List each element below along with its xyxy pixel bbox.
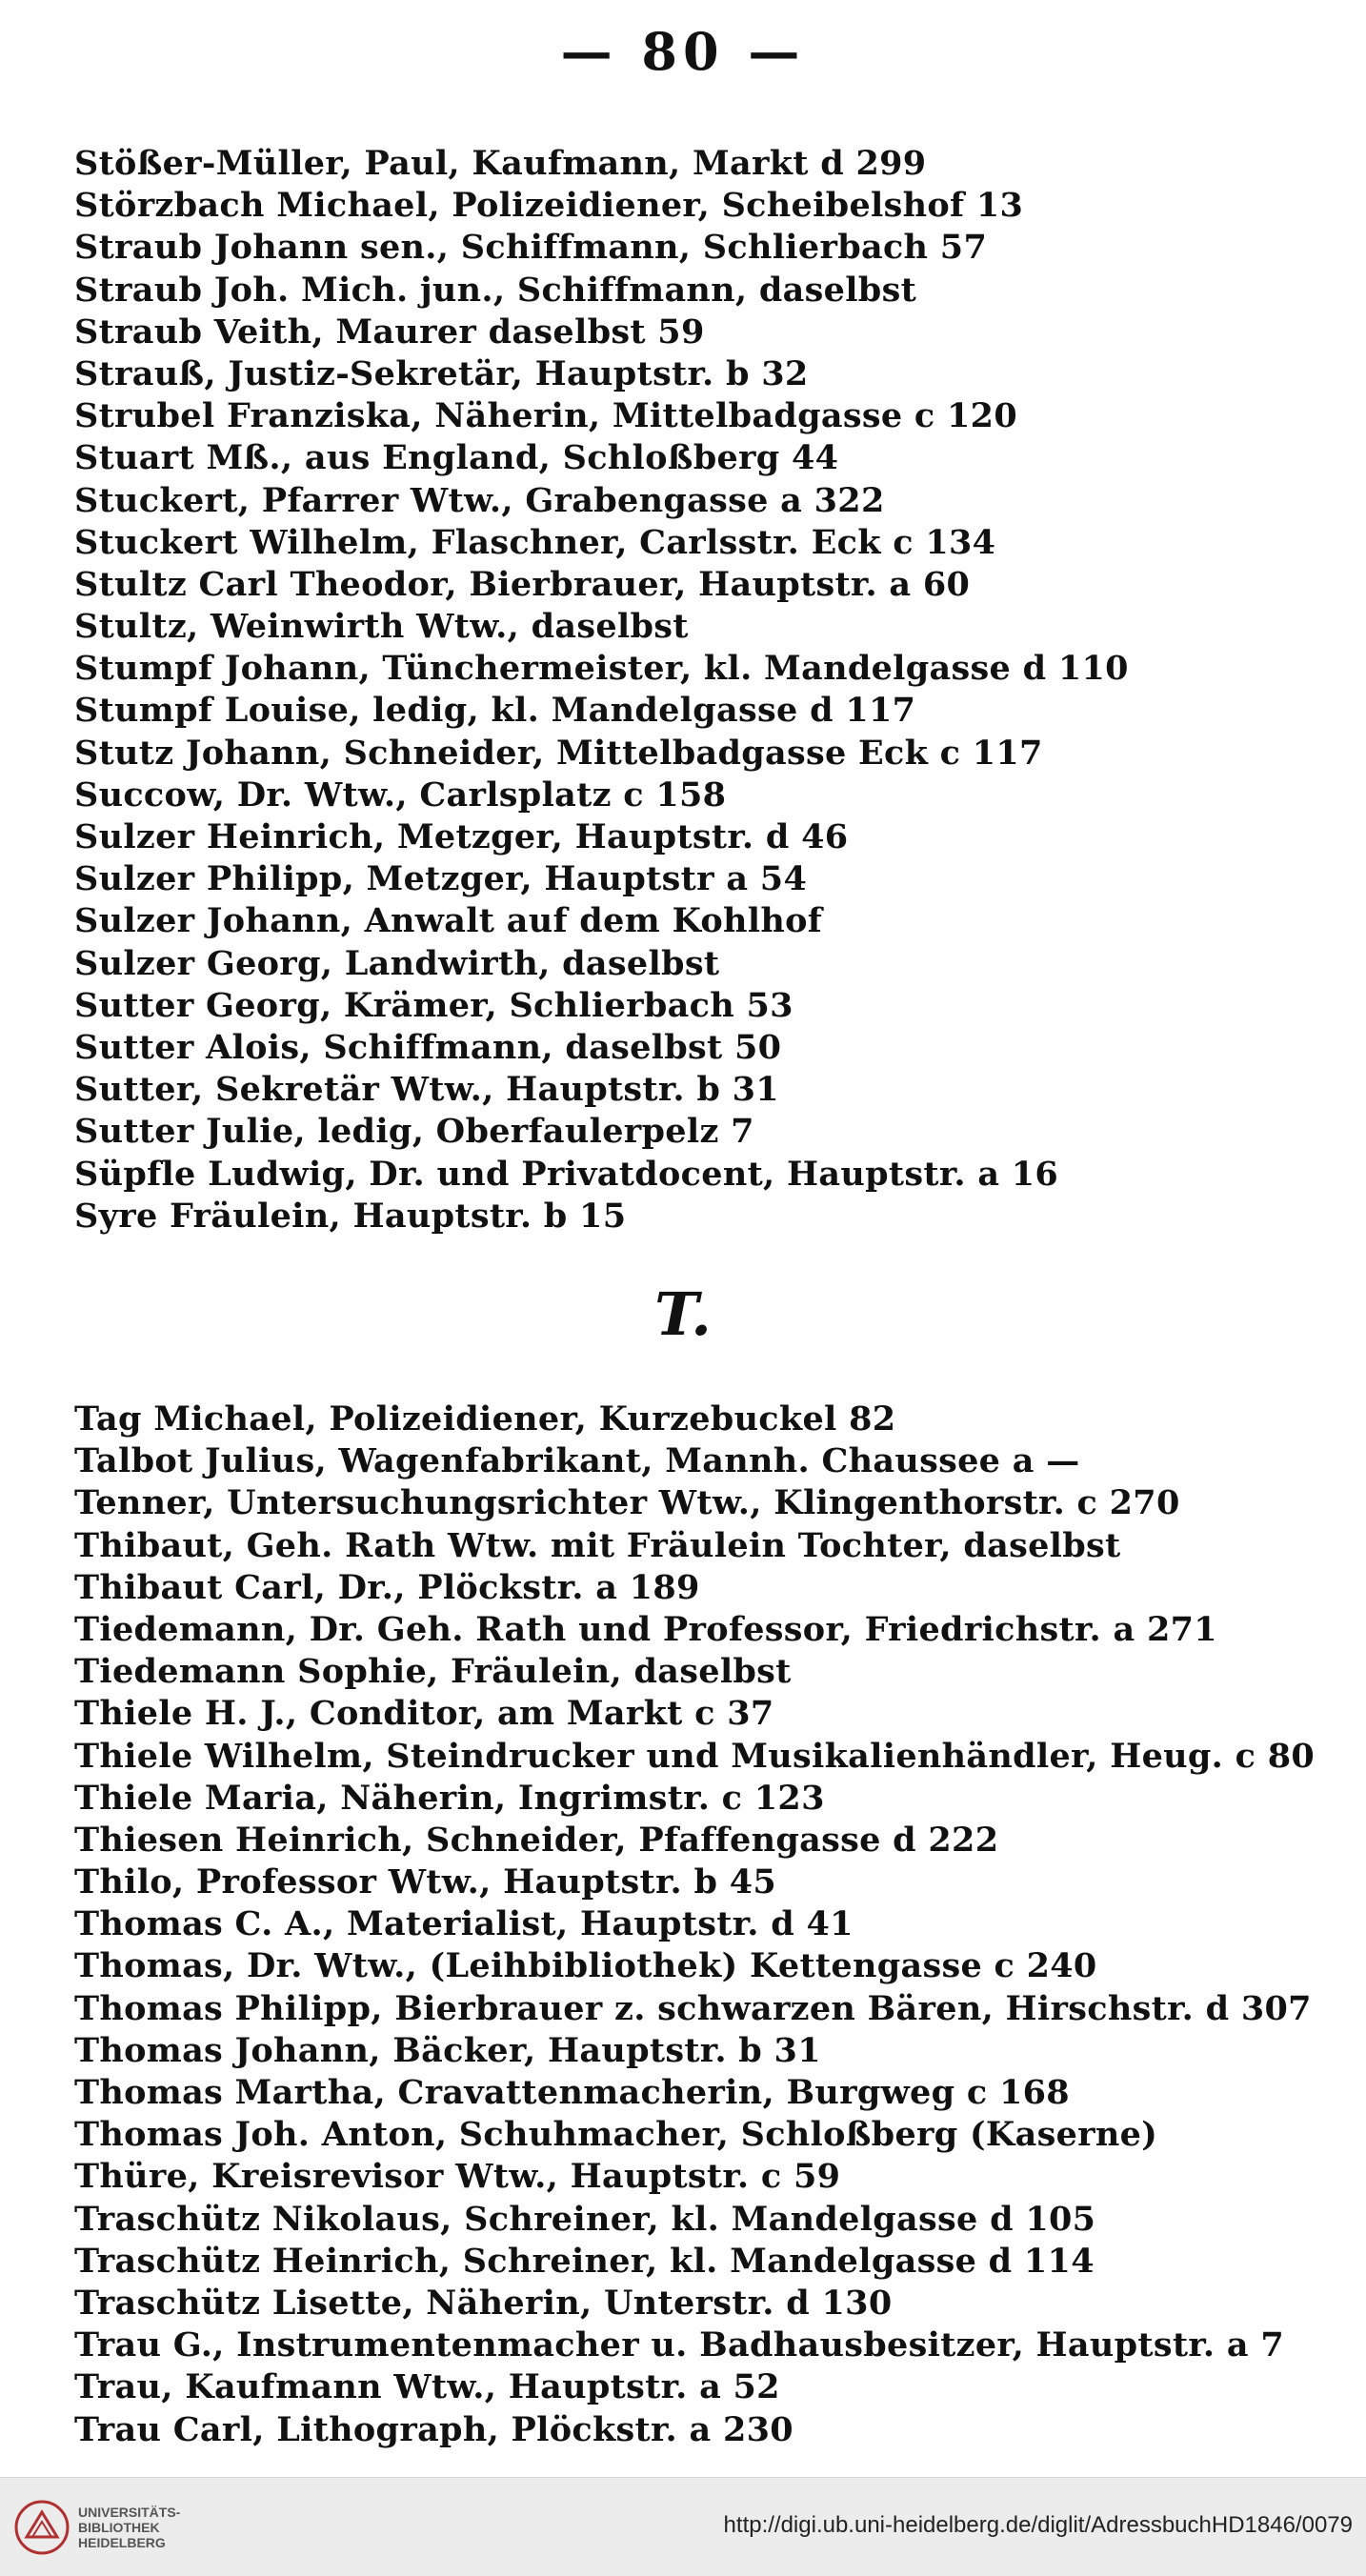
directory-entry: Störzbach Michael, Polizeidiener, Scheibelshof 13 [74,186,1024,226]
directory-entry: Stuckert, Pfarrer Wtw., Grabengasse a 322 [74,480,885,520]
directory-entry: Stößer-Müller, Paul, Kaufmann, Markt d 299 [74,144,927,183]
directory-entry: Stumpf Louise, ledig, kl. Mandelgasse d 117 [74,691,916,731]
directory-entry: Strauß, Justiz-Sekretär, Hauptstr. b 32 [74,353,809,393]
directory-entry: Strubel Franziska, Näherin, Mittelbadgasse c 120 [74,396,1017,436]
logo-line-3: HEIDELBERG [78,2535,166,2550]
directory-entry: Sulzer Georg, Landwirth, daselbst [74,943,720,983]
directory-entry: Syre Fräulein, Hauptstr. b 15 [74,1196,627,1236]
directory-entry: Sutter, Sekretär Wtw., Hauptstr. b 31 [74,1070,779,1110]
directory-list-t [74,1399,1316,2451]
directory-entry: Straub Veith, Maurer daselbst 59 [74,312,705,352]
directory-entry: Traschütz Lisette, Näherin, Unterstr. d 130 [74,2283,893,2323]
directory-entry: Thomas, Dr. Wtw., (Leihbibliothek) Kettengasse c 240 [74,1946,1097,1986]
directory-entry: Thomas C. A., Materialist, Hauptstr. d 41 [74,1904,854,1944]
university-seal-icon [13,2499,70,2556]
directory-entry: Straub Joh. Mich. jun., Schiffmann, daselbst [74,270,917,310]
directory-entry: Traschütz Nikolaus, Schreiner, kl. Mandelgasse d 105 [74,2199,1096,2239]
directory-entry: Sutter Julie, ledig, Oberfaulerpelz 7 [74,1112,754,1152]
directory-entry: Thibaut, Geh. Rath Wtw. mit Fräulein Tochter, daselbst [74,1525,1121,1565]
logo-line-1: UNIVERSITÄTS- [78,2505,181,2520]
directory-entry: Stutz Johann, Schneider, Mittelbadgasse Eck c 117 [74,733,1043,773]
footer-bar [0,2477,1366,2576]
directory-entry: Stuckert Wilhelm, Flaschner, Carlsstr. Eck c 134 [74,522,996,562]
section-heading-t: T. [654,1279,712,1349]
directory-entry: Süpfle Ludwig, Dr. und Privatdocent, Hauptstr. a 16 [74,1154,1059,1194]
directory-entry: Stultz Carl Theodor, Bierbrauer, Hauptstr. a 60 [74,564,971,604]
directory-entry: Thomas Joh. Anton, Schuhmacher, Schloßberg (Kaserne) [74,2115,1158,2155]
logo-line-2: BIBLIOTHEK [78,2520,160,2535]
source-url[interactable]: http://digi.ub.uni-heidelberg.de/diglit/AdressbuchHD1846/0079 [723,2512,1353,2538]
directory-entry: Sulzer Philipp, Metzger, Hauptstr a 54 [74,859,808,899]
directory-entry: Stumpf Johann, Tünchermeister, kl. Mandelgasse d 110 [74,649,1129,689]
directory-entry: Stuart Mß., aus England, Schloßberg 44 [74,438,839,478]
directory-entry: Thiele H. J., Conditor, am Markt c 37 [74,1694,774,1734]
directory-entry: Thiele Wilhelm, Steindrucker und Musikalienhändler, Heug. c 80 [74,1736,1316,1776]
directory-entry: Sutter Alois, Schiffmann, daselbst 50 [74,1027,782,1067]
directory-entry: Thilo, Professor Wtw., Hauptstr. b 45 [74,1862,777,1902]
directory-entry: Thüre, Kreisrevisor Wtw., Hauptstr. c 59 [74,2157,841,2197]
library-logo-text [78,2505,180,2550]
directory-entry: Thomas Johann, Bäcker, Hauptstr. b 31 [74,2030,821,2070]
directory-entry: Trau Carl, Lithograph, Plöckstr. a 230 [74,2409,793,2449]
directory-entry: Straub Johann sen., Schiffmann, Schlierbach 57 [74,228,988,268]
directory-entry: Tag Michael, Polizeidiener, Kurzebuckel 82 [74,1399,896,1439]
directory-entry: Thomas Philipp, Bierbrauer z. schwarzen Bären, Hirschstr. d 307 [74,1988,1312,2028]
directory-entry: Trau, Kaufmann Wtw., Hauptstr. a 52 [74,2367,780,2407]
page-number: — 80 — [560,21,806,82]
directory-entry: Thiele Maria, Näherin, Ingrimstr. c 123 [74,1778,825,1818]
directory-entry: Sutter Georg, Krämer, Schlierbach 53 [74,985,793,1025]
directory-entry: Stultz, Weinwirth Wtw., daselbst [74,607,689,647]
directory-entry: Trau G., Instrumentenmacher u. Badhausbesitzer, Hauptstr. a 7 [74,2325,1284,2365]
directory-entry: Sulzer Johann, Anwalt auf dem Kohlhof [74,901,823,941]
directory-entry: Thibaut Carl, Dr., Plöckstr. a 189 [74,1567,700,1607]
directory-list-s [74,143,1313,1238]
directory-entry: Tiedemann Sophie, Fräulein, daselbst [74,1652,792,1692]
directory-entry: Thiesen Heinrich, Schneider, Pfaffengasse d 222 [74,1820,999,1860]
directory-entry: Talbot Julius, Wagenfabrikant, Mannh. Chaussee a — [74,1441,1080,1481]
directory-entry: Tenner, Untersuchungsrichter Wtw., Klingenthorstr. c 270 [74,1483,1180,1523]
directory-entry: Tiedemann, Dr. Geh. Rath und Professor, Friedrichstr. a 271 [74,1609,1217,1649]
directory-entry: Thomas Martha, Cravattenmacherin, Burgweg c 168 [74,2073,1070,2112]
directory-entry: Succow, Dr. Wtw., Carlsplatz c 158 [74,775,727,815]
directory-entry: Sulzer Heinrich, Metzger, Hauptstr. d 46 [74,817,849,856]
directory-entry: Traschütz Heinrich, Schreiner, kl. Mandelgasse d 114 [74,2241,1095,2281]
